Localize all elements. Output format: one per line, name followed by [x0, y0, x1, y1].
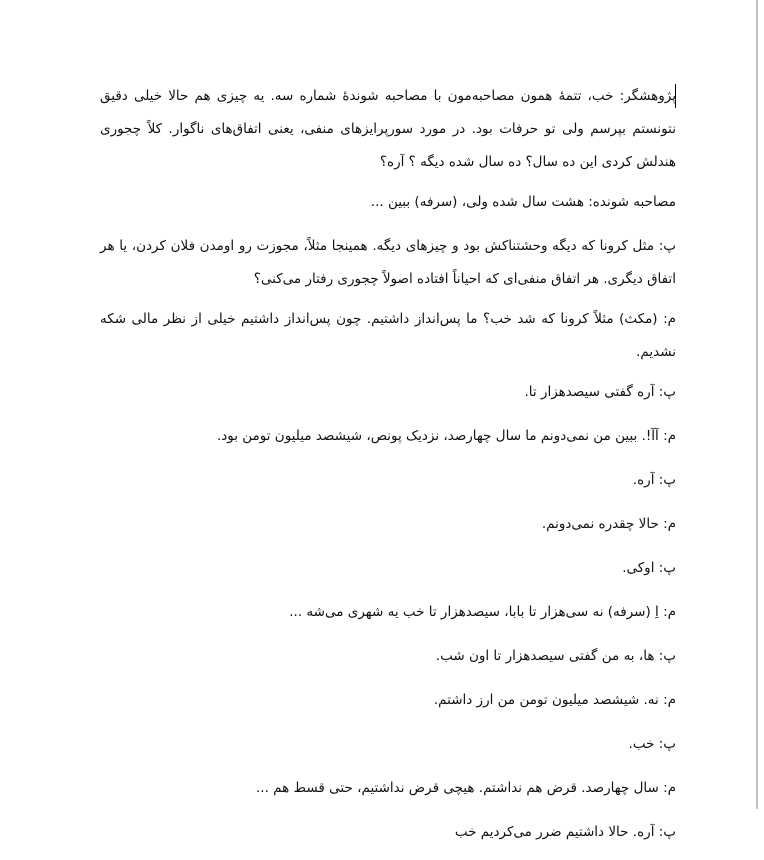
paragraph-researcher-12[interactable]: پ: خب.: [628, 736, 676, 752]
paragraph-interviewee-13[interactable]: م: سال چهارصد. قرض هم نداشتم. هیچی قرض نداشتیم، حتی قسط هم ...: [256, 780, 676, 796]
paragraph-researcher-4[interactable]: پ: آره گفتی سیصدهزار تا.: [524, 384, 676, 400]
paragraph-researcher-2[interactable]: پ: مثل کرونا که دیگه وحشتناکش بود و چیزهای دیگه. همینجا مثلاً، مجوزت رو اومدن فلان کردن، یا هر اتفاق دیگری. هر اتفاق منفی‌ای که احیاناً افتاده اصولاً چجوری رفتار می‌کنی؟: [100, 238, 676, 287]
document-body[interactable]: [100, 80, 676, 860]
paragraph-researcher-intro[interactable]: پژوهشگر: خب، تتمۀ همون مصاحبه‌مون با مصاحبه شوندۀ شماره سه. یه چیزی هم حالا خیلی دقیق نتونستم بپرسم ولی تو حرفات بود. در مورد سورپرایزهای منفی، یعنی اتفاق‌های ناگوار. کلاً چجوری هندلش کردی این ده سال؟ ده سال شده دیگه ؟ آره؟: [100, 88, 676, 170]
paragraph-interviewee-3[interactable]: م: (مکث) مثلاً کرونا که شد خب؟ ما پس‌انداز داشتیم. چون پس‌انداز داشتیم خیلی از نظر مالی شکه نشدیم.: [100, 311, 676, 360]
paragraph-researcher-6[interactable]: پ: آره.: [632, 472, 676, 488]
paragraph-interviewee-5[interactable]: م: آآ!. ببین من نمی‌دونم ما سال چهارصد، نزدیک پونص، شیشصد میلیون تومن بود.: [216, 428, 676, 444]
paragraph-interviewee-7[interactable]: م: حالا چقدره نمی‌دونم.: [541, 516, 676, 532]
paragraph-researcher-8[interactable]: پ: اوکی.: [622, 560, 676, 576]
paragraph-researcher-10[interactable]: پ: ها، به من گفتی سیصدهزار تا اون شب.: [435, 648, 676, 664]
paragraph-interviewee-9[interactable]: م: اِ (سرفه) نه سی‌هزار تا بابا، سیصدهزار تا خب یه شهری می‌شه ...: [289, 604, 676, 620]
paragraph-interviewee-11[interactable]: م: نه. شیشصد میلیون تومن من ارز داشتم.: [433, 692, 676, 708]
paragraph-researcher-14[interactable]: پ: آره. حالا داشتیم ضرر می‌کردیم خب: [454, 824, 676, 840]
paragraph-interviewee-1[interactable]: مصاحبه شونده: هشت سال شده ولی، (سرفه) ببین ...: [370, 194, 676, 210]
page-edge-divider: [756, 0, 758, 809]
